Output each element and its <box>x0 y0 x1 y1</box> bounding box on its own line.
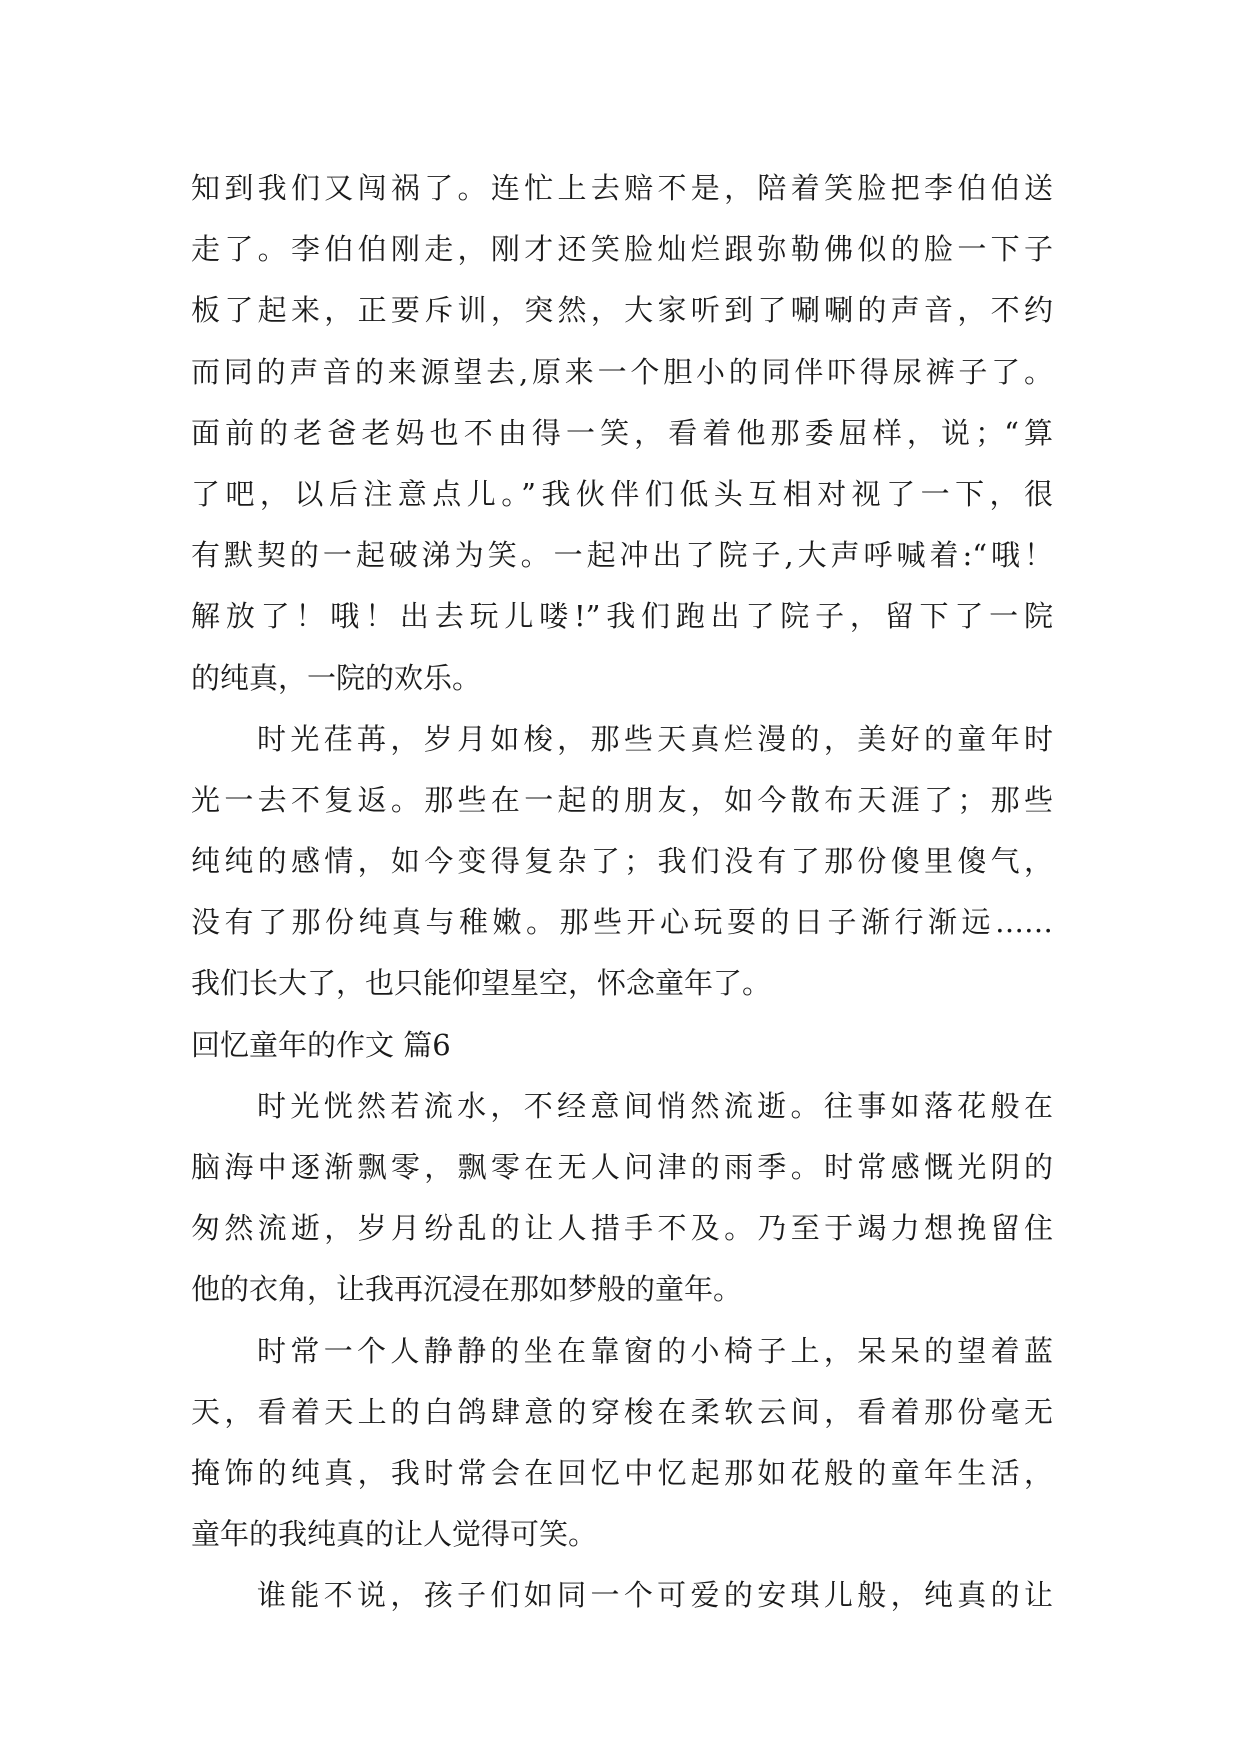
text-line: 掩饰的纯真，我时常会在回忆中忆起那如花般的童年生活， <box>191 1455 1053 1490</box>
paragraph <box>191 158 1053 709</box>
text-line: 没有了那份纯真与稚嫩。那些开心玩耍的日子渐行渐远…… <box>191 905 1053 940</box>
paragraph <box>191 709 1053 1015</box>
section-heading: 回忆童年的作文 篇6 <box>191 1027 451 1062</box>
text-line: 知到我们又闯祸了。连忙上去赔不是，陪着笑脸把李伯伯送 <box>191 171 1053 205</box>
text-line: 走了。李伯伯刚走，刚才还笑脸灿烂跟弥勒佛似的脸一下子 <box>191 232 1053 267</box>
text-line: 谁能不说，孩子们如同一个可爱的安琪儿般，纯真的让 <box>257 1578 1053 1613</box>
paragraph <box>191 1565 1053 1626</box>
text-line: 光一去不复返。那些在一起的朋友，如今散布天涯了；那些 <box>191 782 1053 817</box>
text-line: 他的衣角，让我再沉浸在那如梦般的童年。 <box>191 1272 743 1307</box>
text-line: 解放了！哦！出去玩儿喽!”我们跑出了院子，留下了一院 <box>191 599 1053 634</box>
paragraph <box>191 1321 1053 1566</box>
text-line: 童年的我纯真的让人觉得可笑。 <box>191 1517 598 1552</box>
text-line: 纯纯的感情，如今变得复杂了；我们没有了那份傻里傻气， <box>191 844 1053 879</box>
document-page <box>191 158 1053 1627</box>
paragraph <box>191 1076 1053 1321</box>
text-line: 我们长大了，也只能仰望星空，怀念童年了。 <box>191 966 772 1001</box>
text-line: 天，看着天上的白鸽肆意的穿梭在柔软云间，看着那份毫无 <box>191 1394 1053 1429</box>
text-line: 时常一个人静静的坐在靠窗的小椅子上，呆呆的望着蓝 <box>257 1333 1053 1368</box>
text-line: 匆然流逝，岁月纷乱的让人措手不及。乃至于竭力想挽留住 <box>191 1211 1053 1246</box>
text-line: 板了起来，正要斥训，突然，大家听到了唰唰的声音，不约 <box>191 293 1053 328</box>
text-line: 有默契的一起破涕为笑。一起冲出了院子,大声呼喊着:“哦！ <box>191 538 1053 573</box>
text-line: 时光恍然若流水，不经意间悄然流逝。往事如落花般在 <box>257 1088 1053 1123</box>
text-line: 脑海中逐渐飘零，飘零在无人问津的雨季。时常感慨光阴的 <box>191 1150 1053 1184</box>
text-line: 而同的声音的来源望去,原来一个胆小的同伴吓得尿裤子了。 <box>191 354 1053 389</box>
text-line: 面前的老爸老妈也不由得一笑，看着他那委屈样，说；“算 <box>191 415 1053 450</box>
text-line: 了吧，以后注意点儿。”我伙伴们低头互相对视了一下，很 <box>191 476 1053 511</box>
text-line: 的纯真，一院的欢乐。 <box>191 660 482 695</box>
text-line: 时光荏苒，岁月如梭，那些天真烂漫的，美好的童年时 <box>257 721 1053 756</box>
